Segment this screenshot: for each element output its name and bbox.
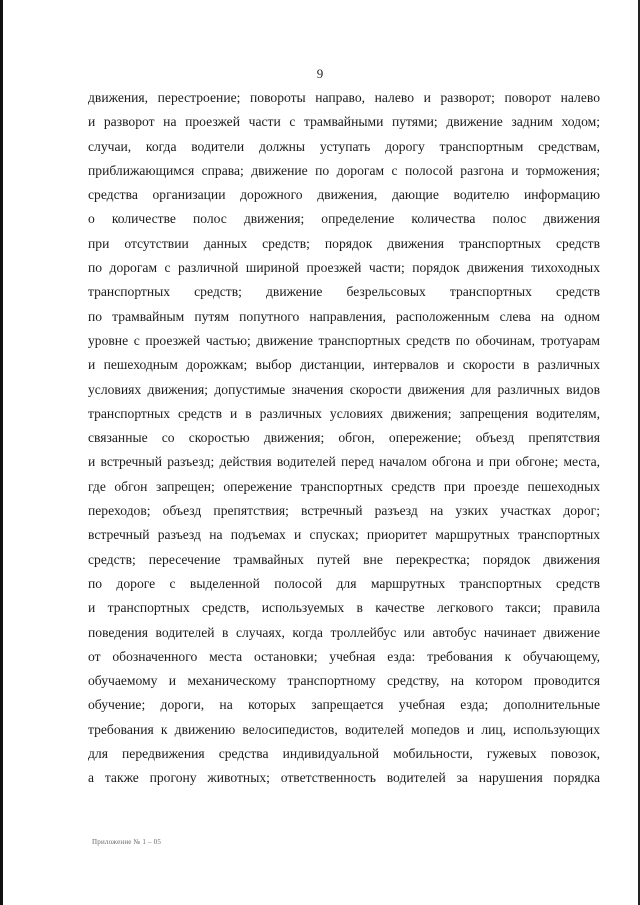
- text-line: обучение; дороги, на которых запрещается учебная езда; дополнительные: [88, 697, 600, 713]
- text-line: для передвижения средства индивидуальной мобильности, гужевых повозок,: [88, 746, 600, 762]
- body-text: [88, 86, 600, 791]
- text-line: где обгон запрещен; опережение транспортных средств при проезде пешеходных: [88, 478, 600, 494]
- text-line: по дорогам с различной шириной проезжей части; порядок движения тихоходных: [88, 260, 600, 276]
- text-line: и пешеходным дорожкам; выбор дистанции, интервалов и скорости в различных: [88, 357, 600, 373]
- text-line: условиях движения; допустимые значения скорости движения для различных видов: [88, 381, 600, 397]
- text-line: случаи, когда водители должны уступать дорогу транспортным средствам,: [88, 138, 600, 154]
- text-line: и разворот на проезжей части с трамвайными путями; движение задним ходом;: [88, 114, 600, 130]
- text-line: уровне с проезжей частью; движение транспортных средств по обочинам, тротуарам: [88, 332, 600, 348]
- text-line: средства организации дорожного движения, дающие водителю информацию: [88, 187, 600, 203]
- text-line: транспортных средств и в различных условиях движения; запрещения водителям,: [88, 405, 600, 421]
- text-line: по трамвайным путям попутного направления, расположенным слева на одном: [88, 308, 600, 324]
- text-line: переходов; объезд препятствия; встречный разъезд на узких участках дорог;: [88, 503, 600, 519]
- page-number: 9: [316, 66, 324, 81]
- text-line: движения, перестроение; повороты направо, налево и разворот; поворот налево: [88, 90, 600, 105]
- text-line: а также прогону животных; ответственность водителей за нарушения порядка: [88, 770, 600, 786]
- text-line: связанные со скоростью движения; обгон, опережение; объезд препятствия: [88, 430, 600, 446]
- text-line: и встречный разъезд; действия водителей перед началом обгона и при обгоне; места,: [88, 454, 600, 470]
- text-line: от обозначенного места остановки; учебная езда: требования к обучающему,: [88, 648, 600, 664]
- text-line: транспортных средств; движение безрельсовых транспортных средств: [88, 284, 600, 300]
- text-line: о количестве полос движения; определение количества полос движения: [88, 211, 600, 227]
- footer-note: Приложение № 1 – 05: [92, 838, 162, 846]
- text-line: встречный разъезд на подъемах и спусках; приоритет маршрутных транспортных: [88, 527, 600, 543]
- text-line: обучаемому и механическому транспортному средству, на котором проводится: [88, 673, 600, 689]
- text-line: средств; пересечение трамвайных путей вне перекрестка; порядок движения: [88, 551, 600, 567]
- text-line: поведения водителей в случаях, когда троллейбус или автобус начинает движение: [88, 624, 600, 640]
- text-line: требования к движению велосипедистов, водителей мопедов и лиц, использующих: [88, 721, 600, 737]
- scan-edge-left: [0, 0, 3, 905]
- text-line: и транспортных средств, используемых в качестве легкового такси; правила: [88, 600, 600, 616]
- text-line: приближающимся справа; движение по дорогам с полосой разгона и торможения;: [88, 162, 600, 178]
- text-line: при отсутствии данных средств; порядок движения транспортных средств: [88, 235, 600, 251]
- text-line: по дороге с выделенной полосой для маршрутных транспортных средств: [88, 575, 600, 591]
